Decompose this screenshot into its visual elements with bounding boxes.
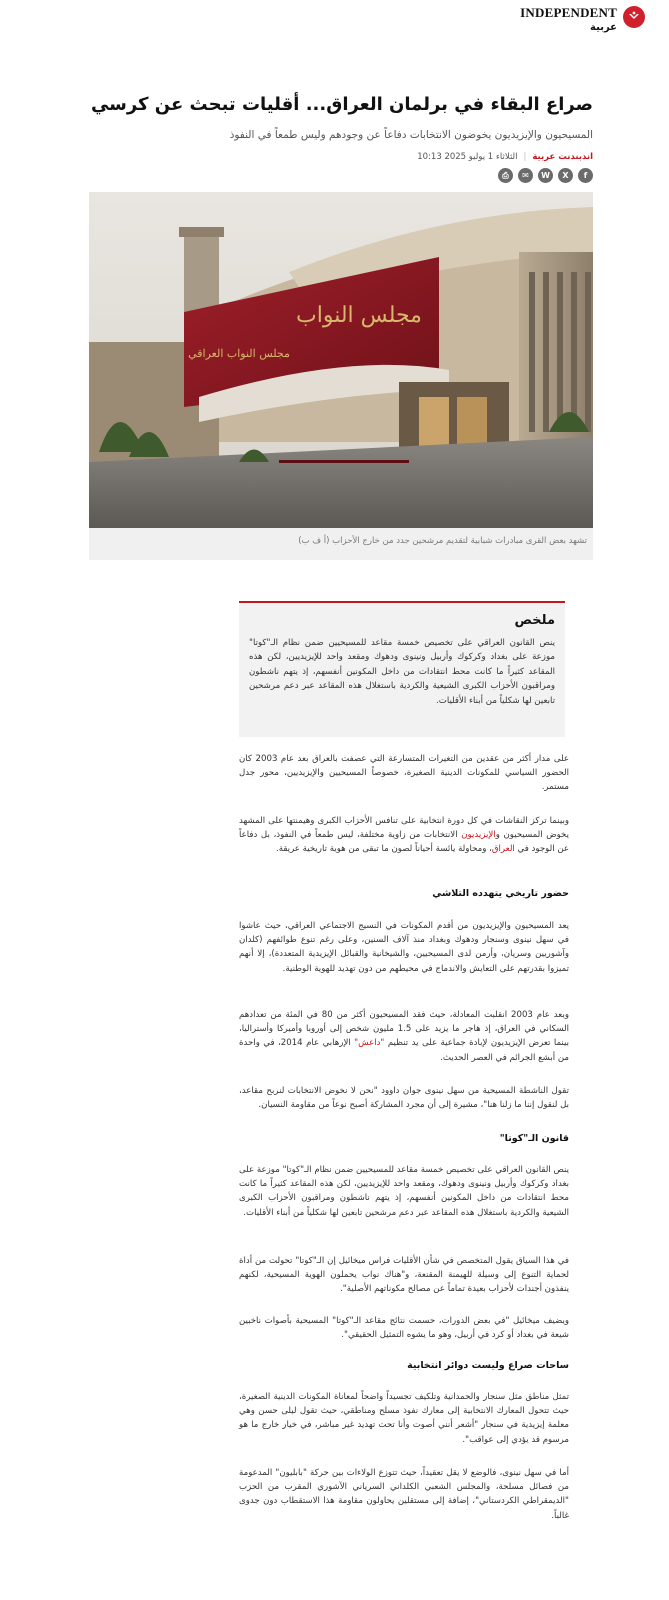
paragraph-6: ينص القانون العراقي على تخصيص خمسة مقاعد للمسيحيين ضمن نظام الـ"كوتا" موزعة على بغداد وكركوك وأربيل ونينوى ودهوك، ومقعد واحد للإيزيديين، لكن هذه المقاعد كثيراً ما كانت محط انتقادات من داخل المكونين أنفسهم، إذ يتهم ناشطون ومراقبون الأحزاب الكبرى الشيعية والكردية باستغلال هذه المقاعد عبر دعم مرشحين تابعين لها شكلياً من أبناء الأقليات. xyxy=(239,1165,569,1218)
whatsapp-icon[interactable]: W xyxy=(538,168,553,183)
paragraph-1: على مدار أكثر من عقدين من التغيرات المتسارعة التي عصفت بالعراق بعد عام 2003 كان الحضور السياسي للمكونات الدينية الصغيرة، خصوصاً المسيحيين والإيزيديين، محور جدل مستمر. xyxy=(239,754,569,793)
paragraph-5: تقول الناشطة المسيحية من سهل نينوى جوان داوود "نحن لا نخوض الانتخابات لنربح مقاعد، بل لنقول إننا ما زلنا هنا"، مشيرة إلى أن مجرد المشاركة أصبح نوعاً من مقاومة النسيان. xyxy=(239,1086,569,1111)
eagle-icon xyxy=(623,6,645,28)
paragraph-4-text-b: الإرهابي عام 2014، في واحدة من أبشع الجرائم في العصر الحديث. xyxy=(239,1038,569,1063)
logo-ar xyxy=(590,22,617,34)
paragraph-2-text-b: الانتخابات من زاوية مختلفة، ليس طمعاً في النفوذ، بل دفاعاً عن الوجود في xyxy=(239,830,569,855)
article-subtitle: المسيحيون والإيزيديون يخوضون الانتخابات دفاعاً عن وجودهم وليس طمعاً في النفوذ xyxy=(229,129,593,141)
svg-text:مجلس النواب: مجلس النواب xyxy=(296,303,422,328)
summary-box xyxy=(239,601,565,737)
section-heading-3: ساحات صراع وليست دوائر انتخابية xyxy=(407,1360,569,1371)
paragraph-8: ويضيف ميخائيل "في بعض الدورات، حسمت نتائج مقاعد الـ"كوتا" المسيحية بأصوات ناخبين شيعة في بغداد أو كرد في أربيل، وهو ما يشوه التمثيل الحقيقي". xyxy=(239,1316,569,1341)
section-heading-2: قانون الـ"كوتا" xyxy=(499,1133,569,1144)
email-icon[interactable]: ✉ xyxy=(518,168,533,183)
image-caption: تشهد بعض القرى مبادرات شبابية لتقديم مرشحين جدد من خارج الأحزاب (أ ف ب) xyxy=(298,536,587,546)
paragraph-3: يعد المسيحيون والإيزيديون من أقدم المكونات في النسيج الاجتماعي العراقي، حيث عاشوا في سهل نينوى وسنجار ودهوك وبغداد منذ آلاف السنين، وعلى رغم تنوع طوائفهم (كلدان وآشوريين وسريان، وأرمن لدى المسيحيين، والشيخانية والقبائل الإيزيدية المتعددة)، إلا أنهم تميزوا بقدرتهم على التعايش والاندماج في محيطهم من دون تهديد للهوية الوطنية. xyxy=(239,921,569,974)
share-bar xyxy=(498,168,593,183)
caption-box xyxy=(89,528,593,560)
summary-text: ينص القانون العراقي على تخصيص خمسة مقاعد للمسيحيين ضمن نظام الـ"كوتا" موزعة على بغداد وكركوك وأربيل ونينوى ودهوك ومقعد واحد للإيزيديين، لكن هذه المقاعد كثيراً ما كانت محط انتقادات من داخل المكونين أنفسهم، إذ يتهم ناشطون ومراقبون الأحزاب الكبرى الشيعية والكردية باستغلال هذه المقاعد عبر دعم مرشحين تابعين لها شكلياً من أبناء الأقليات. xyxy=(249,638,555,706)
paragraph-9: تمثل مناطق مثل سنجار والحمدانية وتلكيف تجسيداً واضحاً لمعاناة المكونات الدينية الصغيرة، حيث تتحول المعارك الانتخابية إلى معارك نفوذ مسلح ومناطقي، حيث تقول ليلى حسن وهي معلمة إيزيدية في سنجار "أشعر أنني أصوت وأنا تحت تهديد غير مباشر، في خيار خارج ما هو مرسوم قد يؤدي إلى عواقب". xyxy=(239,1392,569,1445)
logo-wordmark xyxy=(520,6,617,34)
link-isis[interactable]: "داعش" xyxy=(354,1038,385,1049)
facebook-icon[interactable]: f xyxy=(578,168,593,183)
link-iraq[interactable]: العراق xyxy=(491,844,515,855)
paragraph-2-text-a: وبينما تركز النقاشات في كل دورة انتخابية على تنافس الأحزاب الكبرى وهيمنتها على المشهد يخوض المسيحيون و xyxy=(239,816,569,841)
svg-text:مجلس النواب العراقي: مجلس النواب العراقي xyxy=(188,347,290,360)
paragraph-10: أما في سهل نينوى، فالوضع لا يقل تعقيداً، حيث تتوزع الولاءات بين حركة "بابليون" المدعومة من فصائل مسلحة، والمجلس الشعبي الكلداني السرياني الآشوري المقرب من الحزب "الديمقراطي الكردستاني"، إضافة إلى مستقلين يحاولون مقاومة هذا الاستقطاب دون جدوى غالباً. xyxy=(239,1468,569,1521)
paragraph-2-text-c: ، ومحاولة يائسة أحياناً لصون ما تبقى من هوية تاريخية عريقة. xyxy=(275,844,492,855)
paragraph-4 xyxy=(239,1008,569,1065)
link-yazidis[interactable]: الإيزيديون xyxy=(461,830,496,841)
page-title: صراع البقاء في برلمان العراق... أقليات تبحث عن كرسي xyxy=(90,94,593,115)
hero-image xyxy=(89,192,593,528)
author-link[interactable]: اندبندنت عربية xyxy=(532,152,593,162)
logo-ar-text: عربية xyxy=(590,22,617,33)
print-icon[interactable]: ⎙ xyxy=(498,168,513,183)
logo-en: INDEPENDENT xyxy=(520,5,617,20)
meta-separator: | xyxy=(523,152,527,162)
paragraph-7: في هذا السياق يقول المتخصص في شأن الأقليات فراس ميخائيل إن الـ"كوتا" تحولت من أداة لحماية التنوع إلى وسيلة للهيمنة المقنعة، و"هناك نواب يحملون الهوية المسيحية، لكنهم ينفذون أجندات لأحزاب بعيدة تماماً عن مصالح مكوناتهم الأصلية". xyxy=(239,1256,569,1295)
paragraph-4-text-a: وبعد عام 2003 انقلبت المعادلة، حيث فقد المسيحيون أكثر من 80 في المئة من تعدادهم السكاني في العراق، إذ هاجر ما يزيد على 1.5 مليون شخص إلى أوروبا وأميركا وأستراليا، بينما تعرض الإيزيديون لإبادة جماعية على يد تنظيم xyxy=(239,1010,570,1049)
paragraph-2 xyxy=(239,814,569,857)
section-heading-1: حضور تاريخي يتهدده التلاشي xyxy=(432,888,569,899)
summary-title: ملخص xyxy=(514,613,555,628)
site-logo[interactable] xyxy=(520,6,645,34)
article-meta xyxy=(417,152,593,162)
x-icon[interactable]: X xyxy=(558,168,573,183)
publish-date: الثلاثاء 1 يوليو 2025 10:13 xyxy=(417,152,518,162)
